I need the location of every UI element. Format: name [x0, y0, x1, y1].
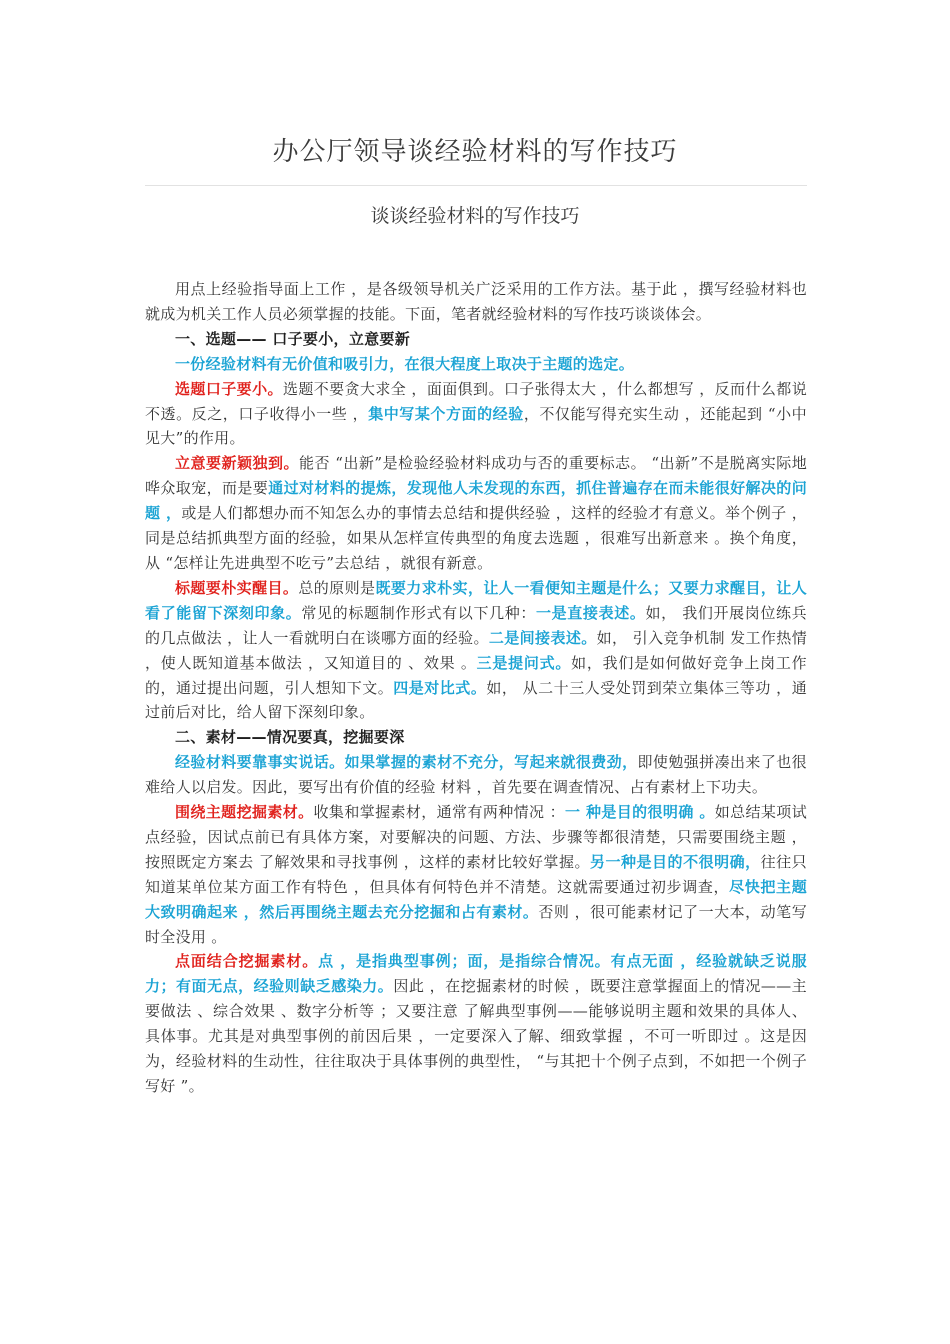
highlight-text: 另一种是目的不很明确，: [589, 852, 761, 871]
document-subtitle: 谈谈经验材料的写作技巧: [370, 205, 580, 227]
section1-heading: 一、选题—— 口子要小，立意要新: [175, 329, 411, 348]
point-heading: 选题口子要小。: [175, 379, 283, 398]
paragraph-text: 往往只知道某单位某方面工作有特色 ，但具体有何特色并不清楚。这就需要通过初步调查，: [145, 852, 807, 896]
document-title: 办公厅领导谈经验材料的写作技巧: [272, 137, 678, 167]
paragraph-text: 如， 引入竞争机制 发工作热情 ，使人既知道基本做法 ，又知道目的 、效果 。: [145, 628, 807, 672]
highlight-text: 尽快把主题大致明确起来 ，然后再围绕主题去充分挖掘和占有素材。: [145, 877, 807, 921]
section1-lead-text: 一份经验材料有无价值和吸引力，在很大程度上取决于主题的选定。: [175, 354, 635, 373]
title-divider: [145, 185, 807, 186]
point-heading: 点面结合挖掘素材。: [175, 952, 319, 971]
highlight-text: 一 种是目的很明确 。: [564, 803, 715, 822]
paragraph-text: 如总结某项试点经验，因试点前已有具体方案，对要解决的问题、方法、步骤等都很清楚，只需要围绕主题 ，按照既定方案去 了解效果和寻找事例 ，这样的素材比较好掌握。: [145, 803, 807, 871]
highlight-text: 通过对材料的提炼，发现他人未发现的东西，抓住普遍存在而未能很好解决的问题 ，: [145, 479, 807, 523]
paragraph-text: 选题不要贪大求全 ，面面俱到。口子张得太大 ，什么都想写 ，反而什么都说不透。反之，口子收得小一些 ，: [145, 379, 807, 423]
section2-paragraph-point-area: [145, 949, 807, 1098]
highlight-text: 三是提问式。: [476, 653, 572, 672]
section1-lead: [145, 352, 807, 377]
intro-text: 用点上经验指导面上工作 ，是各级领导机关广泛采用的工作方法。基于此 ，撰写经验材料也就成为机关工作人员必须掌握的技能。下面，笔者就经验材料的写作技巧谈谈体会。: [145, 280, 807, 323]
highlight-text: 二是间接表述。: [488, 628, 597, 647]
paragraph-text: 即使勉强拼凑出来了也很难给人以启发。因此，要写出有价值的经验 材料 ，首先要在调查情况、占有素材上下功夫。: [145, 753, 807, 797]
paragraph-text: ，不仅能写得充实生动 ，还能起到 “小中见大”的作用。: [145, 404, 807, 448]
paragraph-text: 如， 我们开展岗位练兵的几点做法 ，让人一看就明白在谈哪方面的经验。: [145, 603, 807, 647]
paragraph-text: 如，我们是如何做好竞争上岗工作的，通过提出问题，引人想知下文。: [145, 653, 807, 697]
highlight-text: 既要力求朴实，让人一看便知主题是什么；又要力求醒目，让人看了能留下深刻印象。: [145, 578, 807, 622]
point-heading: 立意要新颖独到。: [175, 454, 299, 473]
paragraph-text: 总的原则是: [298, 578, 376, 597]
section1-paragraph-novelty: [145, 451, 807, 576]
paragraph-text: 能否 “出新”是检验经验材料成功与否的重要标志。 “出新”不是脱离实际地哗众取宠，而是要: [145, 454, 807, 498]
document-body: [145, 277, 807, 1099]
paragraph-text: 常见的标题制作形式有以下几种：: [301, 603, 537, 622]
highlight-text: 一是直接表述。: [536, 603, 646, 622]
section2-heading: 二、素材——情况要真，挖掘要深: [175, 728, 405, 747]
highlight-text: 点 ，是指典型事例；面，是指综合情况。有点无面 ，经验就缺乏说服力；有面无点，经验则缺乏感染力。: [145, 952, 807, 996]
paragraph-text: 收集和掌握素材，通常有两种情况 ：: [313, 803, 565, 822]
paragraph-text: 否则 ，很可能素材记了一大本，动笔写时全没用 。: [145, 902, 807, 946]
paragraph-text: 或是人们都想办而不知怎么办的事情去总结和提供经验 ，这样的经验才有意义。举个例子 ，同是总结抓典型方面的经验，如果从怎样宣传典型的角度去选题 ，很难写出新意来 。换个角度，从 “怎样让先进典型不吃亏”去总结 ，就很有新意。: [145, 504, 808, 572]
point-heading: 围绕主题挖掘素材。: [175, 803, 314, 822]
intro-paragraph: [145, 277, 807, 327]
section1-paragraph-topic-scope: [145, 377, 807, 452]
highlight-text: 四是对比式。: [393, 678, 487, 697]
section2-paragraph-facts: [145, 750, 807, 800]
section1-paragraph-title: [145, 576, 807, 725]
point-heading: 标题要朴实醒目。: [175, 578, 299, 597]
section2-paragraph-theme: [145, 800, 807, 949]
highlight-text: 经验材料要靠事实说话。如果掌握的素材不充分，写起来就很费劲，: [175, 753, 638, 772]
paragraph-text: 因此 ，在挖掘素材的时候 ，既要注意掌握面上的情况——主要做法 、综合效果 、数字分析等 ；又要注意 了解典型事例——能够说明主题和效果的具体人、具体事。尤其是对典型事例的前因后果 ，一定要深入了解、细致掌握 ，不可一听即过 。这是因为，经验材料的生动性，往往取决于具体事例的典型性， “与其把十个例子点到，不如把一个例子写好 ”。: [145, 977, 807, 1095]
highlight-text: 集中写某个方面的经验: [368, 404, 524, 423]
paragraph-text: 如， 从二十三人受处罚到荣立集体三等功 ，通过前后对比，给人留下深刻印象。: [145, 678, 807, 722]
